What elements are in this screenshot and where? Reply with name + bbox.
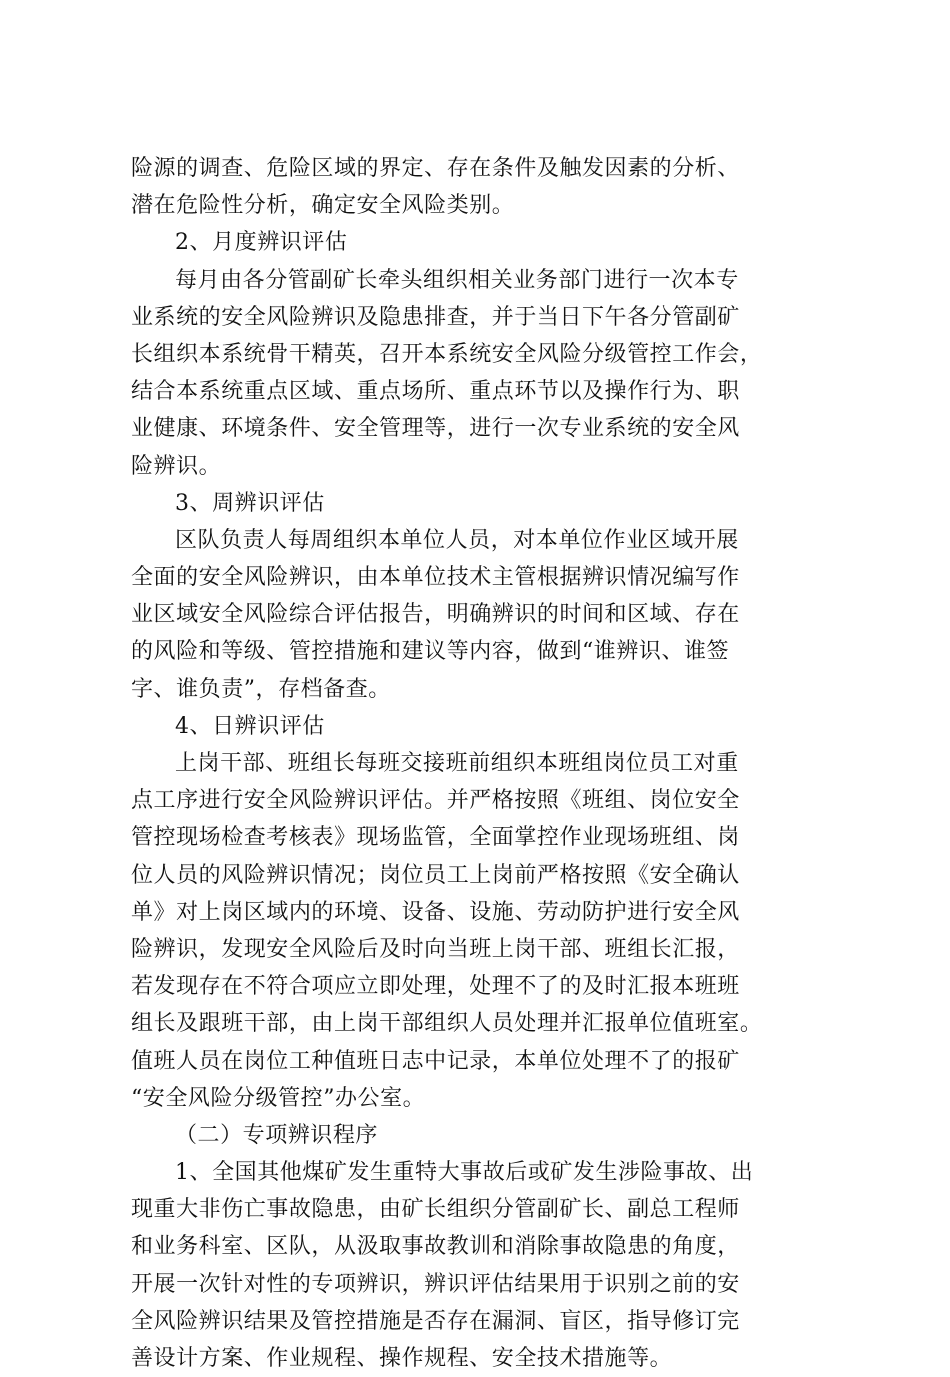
- text-line: 现重大非伤亡事故隐患，由矿长组织分管副矿长、副总工程师: [131, 1197, 740, 1223]
- text-line: 字、谁负责”，存档备查。: [131, 676, 391, 702]
- section-heading: 4、日辨识评估: [175, 713, 325, 739]
- text-line: 的风险和等级、管控措施和建议等内容，做到“谁辨识、谁签: [131, 639, 730, 665]
- text-line: 险源的调查、危险区域的界定、存在条件及触发因素的分析、: [131, 156, 740, 181]
- text-line: 全风险辨识结果及管控措施是否存在漏洞、盲区，指导修订完: [131, 1308, 740, 1334]
- text-line: 组长及跟班干部，由上岗干部组织人员处理并汇报单位值班室。: [131, 1011, 763, 1037]
- text-line: 全面的安全风险辨识，由本单位技术主管根据辨识情况编写作: [131, 565, 740, 591]
- text-line: 业系统的安全风险辨识及隐患排查，并于当日下午各分管副矿: [131, 304, 740, 330]
- text-line: 险辨识，发现安全风险后及时向当班上岗干部、班组长汇报，: [131, 936, 740, 962]
- text-line: 若发现存在不符合项应立即处理，处理不了的及时汇报本班班: [131, 974, 740, 1000]
- text-line: 值班人员在岗位工种值班日志中记录，本单位处理不了的报矿: [131, 1048, 740, 1074]
- text-line: 每月由各分管副矿长牵头组织相关业务部门进行一次本专: [175, 267, 739, 293]
- text-line: 长组织本系统骨干精英，召开本系统安全风险分级管控工作会，: [131, 341, 763, 367]
- section-heading: （二）专项辨识程序: [175, 1122, 378, 1148]
- document-body: [131, 150, 847, 1377]
- text-line: 结合本系统重点区域、重点场所、重点环节以及操作行为、职: [131, 379, 740, 405]
- section-heading: 2、月度辨识评估: [175, 230, 348, 256]
- text-line: 善设计方案、作业规程、操作规程、安全技术措施等。: [131, 1346, 673, 1371]
- text-line: 管控现场检查考核表》现场监管，全面掌控作业现场班组、岗: [131, 825, 740, 851]
- text-line: 险辨识。: [131, 453, 222, 479]
- text-line: 潜在危险性分析，确定安全风险类别。: [131, 193, 515, 219]
- text-line: 单》对上岗区域内的环境、设备、设施、劳动防护进行安全风: [131, 899, 740, 925]
- text-line: 和业务科室、区队，从汲取事故教训和消除事故隐患的角度，: [131, 1234, 740, 1260]
- text-line: 开展一次针对性的专项辨识，辨识评估结果用于识别之前的安: [131, 1271, 740, 1297]
- text-line: 上岗干部、班组长每班交接班前组织本班组岗位员工对重: [175, 751, 739, 776]
- text-line: 位人员的风险辨识情况；岗位员工上岗前严格按照《安全确认: [131, 862, 740, 888]
- text-line: “安全风险分级管控”办公室。: [131, 1085, 426, 1111]
- text-line: 区队负责人每周组织本单位人员，对本单位作业区域开展: [175, 527, 739, 553]
- section-heading: 3、周辨识评估: [175, 490, 325, 516]
- text-line: 1、全国其他煤矿发生重特大事故后或矿发生涉险事故、出: [175, 1160, 754, 1186]
- text-line: 业区域安全风险综合评估报告，明确辨识的时间和区域、存在: [131, 602, 740, 628]
- text-line: 业健康、环境条件、安全管理等，进行一次专业系统的安全风: [131, 416, 740, 442]
- text-line: 点工序进行安全风险辨识评估。并严格按照《班组、岗位安全: [131, 788, 740, 814]
